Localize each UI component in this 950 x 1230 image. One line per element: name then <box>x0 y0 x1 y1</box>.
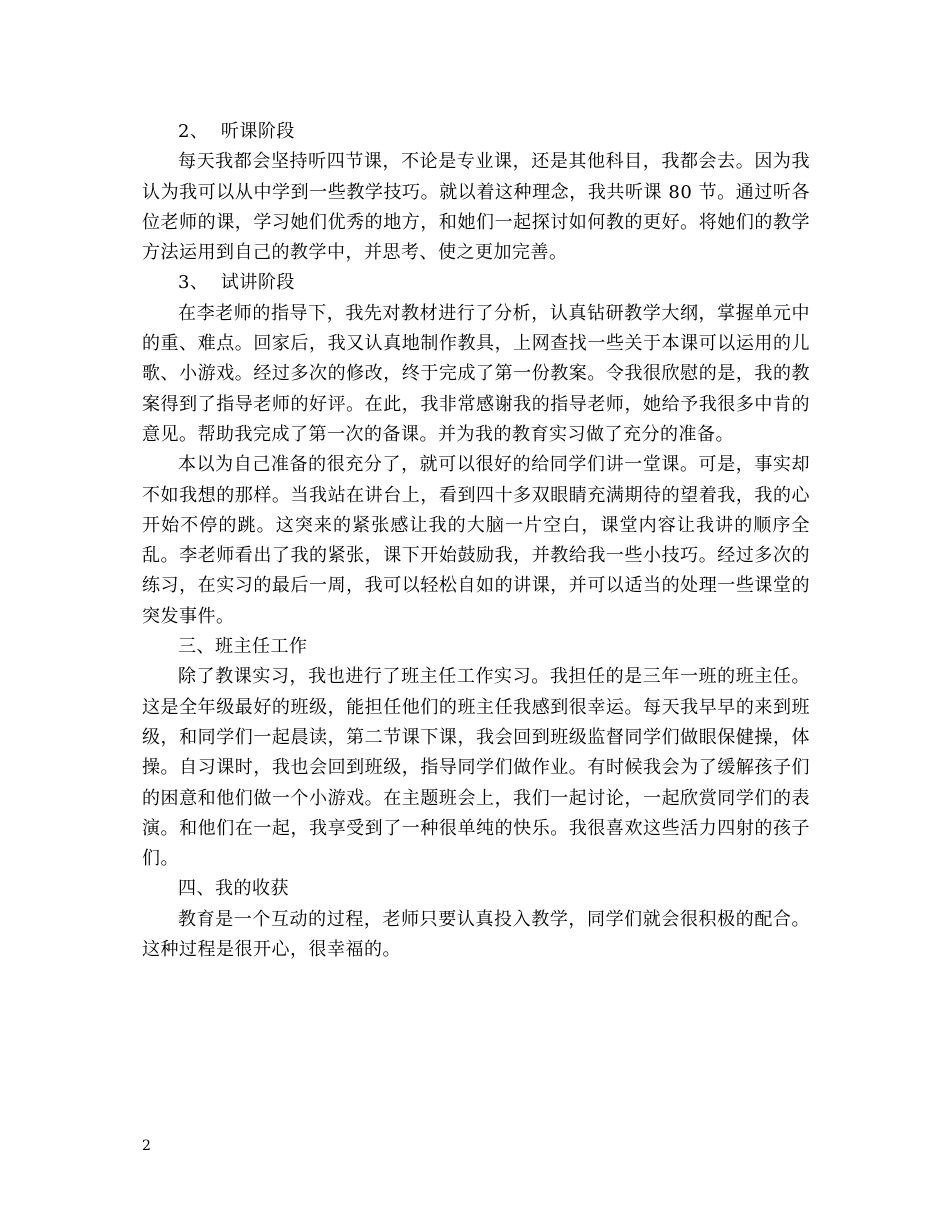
section-heading-gains: 四、我的收获 <box>178 878 289 900</box>
paragraph-listening: 每天我都会坚持听四节课，不论是专业课，还是其他科目，我都会去。因为我认为我可以从中学到一些教学技巧。就以着这种理念，我共听课 80 节。通过听各位老师的课，学习她们优秀的地方，和她们一起探讨如何教的更好。将她们的教学方法运用到自己的教学中，并思考、使之更加完善。 <box>142 151 810 264</box>
section-heading-trial-teaching: 3、 试讲阶段 <box>178 272 295 294</box>
section-heading-class-teacher: 三、班主任工作 <box>178 636 308 658</box>
paragraph-class-teacher: 除了教课实习，我也进行了班主任工作实习。我担任的是三年一班的班主任。这是全年级最好的班级，能担任他们的班主任我感到很幸运。每天我早早的来到班级，和同学们一起晨读，第二节课下课，我会回到班级监督同学们做眼保健操，体操。自习课时，我也会回到班级，指导同学们做作业。有时候我会为了缓解孩子们的困意和他们做一个小游戏。在主题班会上，我们一起讨论，一起欣赏同学们的表演。和他们在一起，我享受到了一种很单纯的快乐。我很喜欢这些活力四射的孩子们。 <box>142 666 810 870</box>
page-number: 2 <box>142 1138 151 1154</box>
paragraph-trial-teaching-experience: 本以为自己准备的很充分了，就可以很好的给同学们讲一堂课。可是，事实却不如我想的那样。当我站在讲台上，看到四十多双眼睛充满期待的望着我，我的心开始不停的跳。这突来的紧张感让我的大脑一片空白，课堂内容让我讲的顺序全乱。李老师看出了我的紧张，课下开始鼓励我，并教给我一些小技巧。经过多次的练习，在实习的最后一周，我可以轻松自如的讲课，并可以适当的处理一些课堂的突发事件。 <box>142 454 810 627</box>
document-body <box>142 117 810 965</box>
section-heading-listening: 2、 听课阶段 <box>178 121 295 142</box>
paragraph-trial-teaching-preparation: 在李老师的指导下，我先对教材进行了分析，认真钻研教学大纲，掌握单元中的重、难点。回家后，我又认真地制作教具，上网查找一些关于本课可以运用的儿歌、小游戏。经过多次的修改，终于完成了第一份教案。令我很欣慰的是，我的教案得到了指导老师的好评。在此，我非常感谢我的指导老师，她给予我很多中肯的意见。帮助我完成了第一次的备课。并为我的教育实习做了充分的准备。 <box>142 302 810 445</box>
paragraph-gains: 教育是一个互动的过程，老师只要认真投入教学，同学们就会很积极的配合。这种过程是很开心，很幸福的。 <box>142 908 810 961</box>
